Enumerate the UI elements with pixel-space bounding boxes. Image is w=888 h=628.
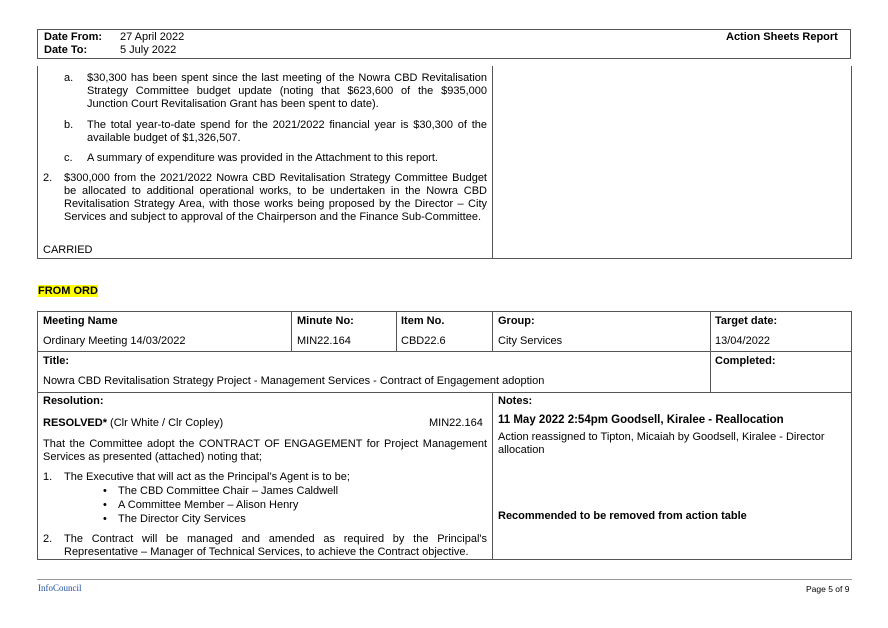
target-date-value: 13/04/2022: [715, 335, 771, 347]
table-col-divider: [396, 311, 397, 351]
resolution-item-2: $300,000 from the 2021/2022 Nowra CBD Revitalisation Strategy Committee Budget be allocated to additional operational works, to be undertaken in the Nowra CBD Revitalisation Strategy Area, with those works being proposed by the Director – City Services and subject to approval of the Chairperson and the Finance Sub-Committee.: [64, 172, 487, 223]
minute-no-label: Minute No:: [297, 315, 354, 327]
resolved-line: [43, 417, 223, 429]
list-marker-2: 2.: [43, 172, 53, 184]
note-text: Action reassigned to Tipton, Micaiah by Goodsell, Kiralee - Director allocation: [498, 431, 825, 456]
date-from-label: Date From:: [44, 31, 103, 43]
list-marker-2: 2.: [43, 533, 53, 545]
resolved-minute: MIN22.164: [429, 417, 483, 429]
bullet-item: The Director City Services: [118, 513, 246, 525]
title-label: Title:: [43, 355, 70, 367]
minute-no-value: MIN22.164: [297, 335, 351, 347]
table-row-divider: [37, 392, 852, 393]
group-label: Group:: [498, 315, 535, 327]
table-row-divider: [37, 351, 852, 352]
report-title: Action Sheets Report: [726, 31, 838, 43]
resolved-word: RESOLVED*: [43, 417, 107, 429]
target-date-label: Target date:: [715, 315, 778, 327]
completed-label: Completed:: [715, 355, 776, 367]
footer-brand: InfoCouncil: [38, 583, 82, 593]
bullet-item: The CBD Committee Chair – James Caldwell: [118, 485, 339, 497]
bullet-icon: •: [103, 513, 107, 525]
bullet-icon: •: [103, 485, 107, 497]
list-marker-1: 1.: [43, 471, 53, 483]
resolution-label: Resolution:: [43, 395, 104, 407]
note-heading: 11 May 2022 2:54pm Goodsell, Kiralee - Reallocation: [498, 414, 784, 426]
resolution-item-b: The total year-to-date spend for the 2021/2022 financial year is $30,300 of the available budget of $1,326,507.: [87, 119, 487, 144]
list-marker-c: c.: [64, 152, 73, 164]
date-from-value: 27 April 2022: [120, 31, 185, 43]
item-no-label: Item No.: [401, 315, 445, 327]
resolved-movers: (Clr White / Clr Copley): [110, 417, 224, 429]
table-col-divider: [492, 311, 493, 351]
carried-label: CARRIED: [43, 244, 93, 256]
title-value: Nowra CBD Revitalisation Strategy Project - Management Services - Contract of Engagement adoption: [43, 375, 545, 387]
recommendation-text: Recommended to be removed from action table: [498, 510, 747, 522]
table-col-divider: [492, 392, 493, 560]
bullet-icon: •: [103, 499, 107, 511]
resolution-intro: That the Committee adopt the CONTRACT OF ENGAGEMENT for Project Management Services as presented (attached) noting that;: [43, 438, 487, 463]
meeting-name-value: Ordinary Meeting 14/03/2022: [43, 335, 186, 347]
resolution-point-2: The Contract will be managed and amended as required by the Principal's Representative – Manager of Technical Services, to achieve the Contract objective.: [64, 533, 487, 558]
date-to-label: Date To:: [44, 44, 88, 56]
resolution-item-a: $30,300 has been spent since the last meeting of the Nowra CBD Revitalisation Strategy Committee budget update (noting that $623,600 of the $935,000 Junction Court Revitalisation Grant has been spent to date).: [87, 72, 487, 110]
notes-label: Notes:: [498, 395, 533, 407]
table-col-divider: [291, 311, 292, 351]
footer-divider: [37, 579, 852, 580]
bullet-item: A Committee Member – Alison Henry: [118, 499, 299, 511]
item-no-value: CBD22.6: [401, 335, 446, 347]
previous-resolution-divider: [492, 66, 493, 259]
meeting-name-label: Meeting Name: [43, 315, 118, 327]
date-to-value: 5 July 2022: [120, 44, 177, 56]
resolution-point-1: The Executive that will act as the Principal’s Agent is to be;: [64, 471, 350, 483]
list-marker-a: a.: [64, 72, 74, 84]
page-number: Page 5 of 9: [806, 584, 850, 594]
group-value: City Services: [498, 335, 563, 347]
resolution-item-c: A summary of expenditure was provided in the Attachment to this report.: [87, 152, 438, 164]
table-col-divider: [710, 311, 711, 392]
list-marker-b: b.: [64, 119, 74, 131]
section-label: FROM ORD: [38, 285, 98, 297]
